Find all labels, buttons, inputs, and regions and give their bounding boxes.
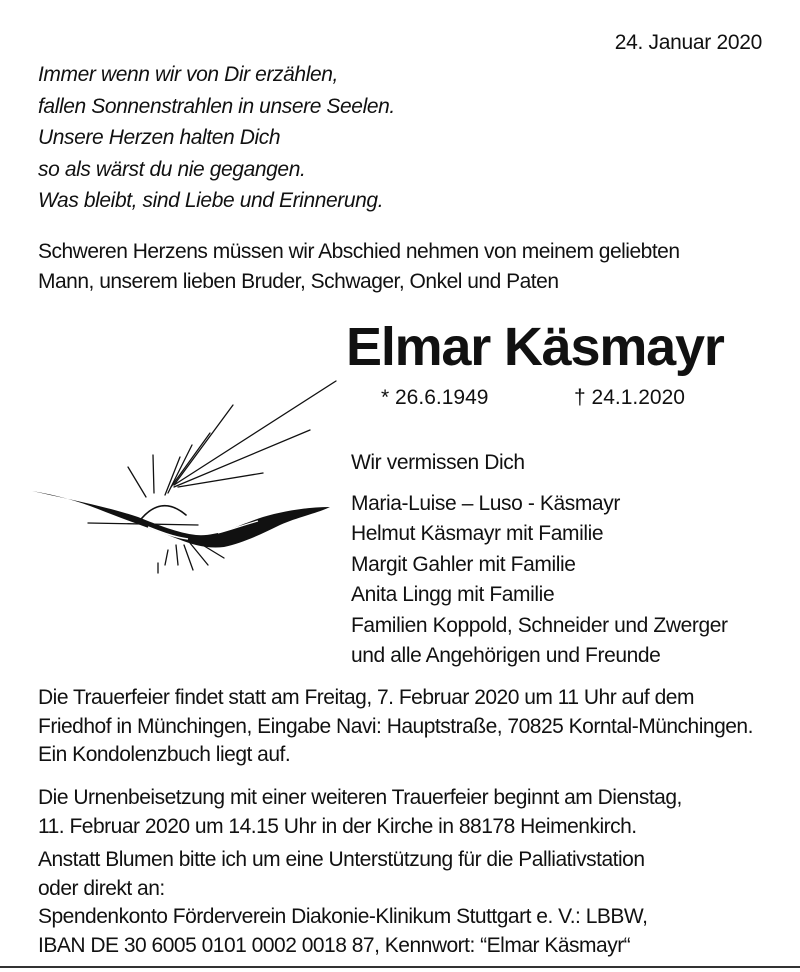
donation-line: oder direkt an: <box>38 876 165 900</box>
poem-line: fallen Sonnenstrahlen in unsere Seelen. <box>38 94 395 118</box>
intro-text <box>38 237 680 297</box>
mourners-heading: Wir vermissen Dich <box>351 451 525 474</box>
intro-line: Schweren Herzens müssen wir Abschied nehmen von meinem geliebten <box>38 240 680 263</box>
bottom-divider <box>0 966 800 968</box>
publication-date: 24. Januar 2020 <box>614 31 762 54</box>
donation-line: IBAN DE 30 6005 0101 0002 0018 87, Kennwort: “Elmar Käsmayr“ <box>38 933 631 957</box>
bird-shape <box>32 491 330 548</box>
mourner-name: Anita Lingg mit Familie <box>351 583 555 606</box>
deceased-name: Elmar Käsmayr <box>346 317 724 377</box>
funeral-line: Ein Kondolenzbuch liegt auf. <box>38 743 291 766</box>
memorial-poem <box>38 59 395 217</box>
urn-line: Die Urnenbeisetzung mit einer weiteren Trauerfeier beginnt am Dienstag, <box>38 786 682 809</box>
mourner-name: Maria-Luise – Luso - Käsmayr <box>351 491 620 515</box>
mourner-name: Familien Koppold, Schneider und Zwerger <box>351 613 728 637</box>
mourner-name: Margit Gahler mit Familie <box>351 552 576 576</box>
death-date: † 24.1.2020 <box>574 386 685 409</box>
intro-line: Mann, unserem lieben Bruder, Schwager, Onkel und Paten <box>38 270 559 293</box>
donation-line: Anstatt Blumen bitte ich um eine Unterstützung für die Palliativstation <box>38 848 645 871</box>
urn-burial-info <box>38 784 682 841</box>
funeral-line: Friedhof in Münchingen, Eingabe Navi: Hauptstraße, 70825 Korntal-Münchingen. <box>38 714 753 738</box>
birth-date: * 26.6.1949 <box>381 386 489 409</box>
donation-info <box>38 846 647 960</box>
poem-line: so als wärst du nie gegangen. <box>38 157 306 181</box>
mourner-name: Helmut Käsmayr mit Familie <box>351 522 604 545</box>
poem-line: Was bleibt, sind Liebe und Erinnerung. <box>38 189 384 212</box>
poem-line: Unsere Herzen halten Dich <box>38 126 281 149</box>
funeral-line: Die Trauerfeier findet statt am Freitag, 7. Februar 2020 um 11 Uhr auf dem <box>38 686 694 709</box>
urn-line: 11. Februar 2020 um 14.15 Uhr in der Kirche in 88178 Heimenkirch. <box>38 814 637 838</box>
sunset-bird-illustration <box>28 375 338 585</box>
mourner-name: und alle Angehörigen und Freunde <box>351 644 661 667</box>
funeral-info <box>38 684 753 770</box>
poem-line: Immer wenn wir von Dir erzählen, <box>38 63 338 86</box>
mourners-list <box>351 448 728 672</box>
donation-line: Spendenkonto Förderverein Diakonie-Klinikum Stuttgart e. V.: LBBW, <box>38 905 648 928</box>
